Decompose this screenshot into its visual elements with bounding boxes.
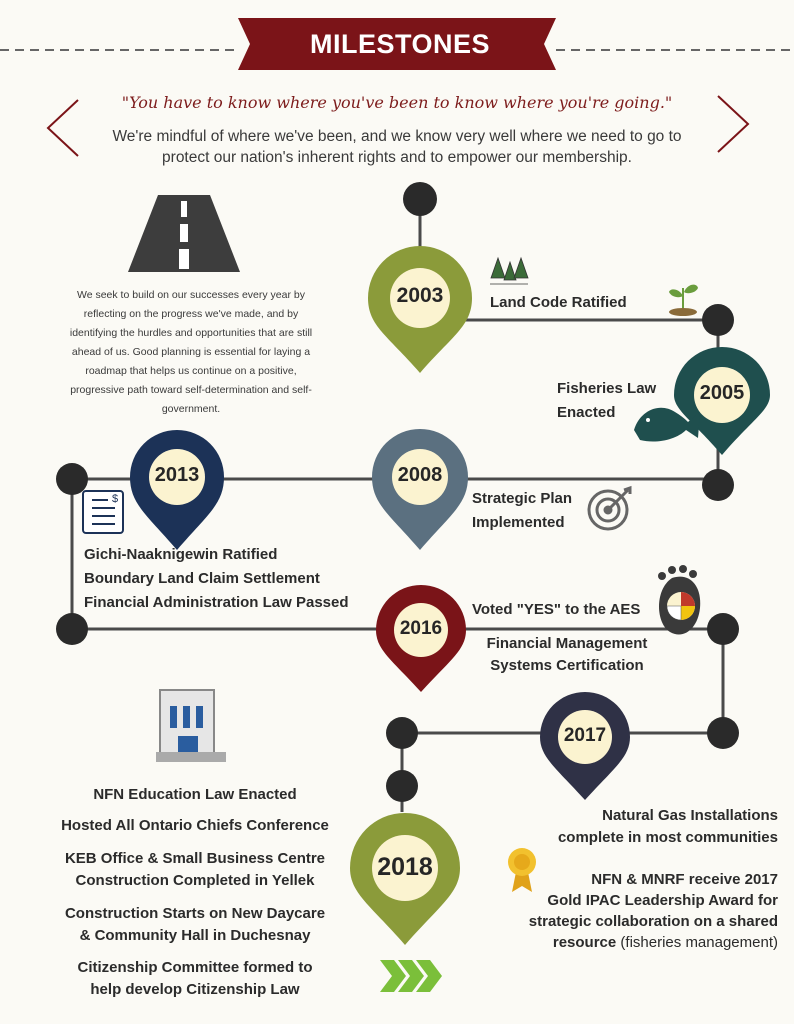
sprout-icon (669, 285, 698, 316)
milestone-2013-item-1: Gichi-Naaknigewin Ratified (84, 546, 278, 563)
milestone-2016-item-2-line2: Systems Certification (490, 657, 644, 674)
milestone-2018-item-4-line1: Construction Starts on New Daycare (64, 905, 326, 922)
header-intro: We're mindful of where we've been, and we know very well where we need to go to protect our nation's inherent rights and to empower our membership. (112, 128, 682, 166)
pin-2003 (368, 246, 472, 373)
milestone-2018-item-3-line2: Construction Completed in Yellek (75, 872, 315, 889)
year-2008: 2008 (397, 464, 443, 486)
road-icon (128, 195, 240, 272)
target-icon (589, 488, 630, 529)
milestone-2003-item: Land Code Ratified (490, 294, 627, 311)
bear-paw-icon (658, 565, 700, 635)
intro-paragraph: We seek to build on our successes every year by reflecting on the progress we've made, and by identifying the hurdles and opportunities that are still ahead of us. Good planning is essential for laying a roadmap that helps us continue on a positive, progressive path toward self-determination and self-government. (69, 289, 313, 415)
milestone-2018-item-4-line2: & Community Hall in Duchesnay (79, 927, 311, 944)
year-2018: 2018 (377, 853, 433, 881)
building-icon (156, 690, 226, 762)
milestone-2018-item-1: NFN Education Law Enacted (93, 786, 297, 803)
svg-text:$: $ (112, 493, 119, 505)
milestone-2016-item-2-line1: Financial Management (486, 635, 648, 652)
milestone-2016-item-1: Voted "YES" to the AES (472, 601, 641, 618)
chevrons-icon (380, 960, 442, 992)
milestone-2017-item-1-line2: complete in most communities (557, 829, 778, 846)
milestone-2018-item-3-line1: KEB Office & Small Business Centre (64, 850, 326, 867)
milestone-2018-item-5-line1: Citizenship Committee formed to (77, 959, 313, 976)
trees-icon (490, 258, 528, 284)
year-2013: 2013 (154, 464, 200, 486)
milestone-2013-item-2: Boundary Land Claim Settlement (84, 570, 320, 587)
milestone-2005-item-line2: Enacted (557, 404, 616, 421)
pin-2013 (130, 430, 224, 550)
milestone-2013-item-3: Financial Administration Law Passed (84, 594, 349, 611)
milestone-2017-item-2-line3: strategic collaboration on a shared (528, 913, 778, 930)
page-title: MILESTONES (309, 29, 491, 59)
milestone-2017-item-2-line1: NFN & MNRF receive 2017 (591, 871, 778, 888)
milestone-2017-item-2-line4 (480, 933, 778, 953)
milestone-2008-item-line2: Implemented (472, 514, 565, 531)
year-2016: 2016 (399, 618, 443, 639)
milestone-2017-item-1-line1: Natural Gas Installations (602, 807, 778, 824)
year-2017: 2017 (563, 725, 607, 746)
next-arrow-icon (718, 96, 748, 152)
milestone-2005-item-line1: Fisheries Law (557, 380, 657, 397)
milestone-2008-item-line1: Strategic Plan (472, 490, 573, 507)
milestone-2017-resource-note: (fisheries management) (620, 934, 778, 951)
header-quote: "You have to know where you've been to know where you're going." (121, 93, 673, 112)
milestone-2017-item-2-line2: Gold IPAC Leadership Award for (547, 892, 778, 909)
year-2005: 2005 (699, 382, 745, 404)
milestone-2017-resource: resource (552, 934, 617, 951)
document-icon (83, 491, 123, 533)
pin-2008 (372, 429, 468, 550)
milestone-2018-item-5-line2: help develop Citizenship Law (90, 981, 300, 998)
year-2003: 2003 (396, 284, 444, 307)
milestone-2018-item-2: Hosted All Ontario Chiefs Conference (61, 817, 329, 834)
prev-arrow-icon (48, 100, 78, 156)
